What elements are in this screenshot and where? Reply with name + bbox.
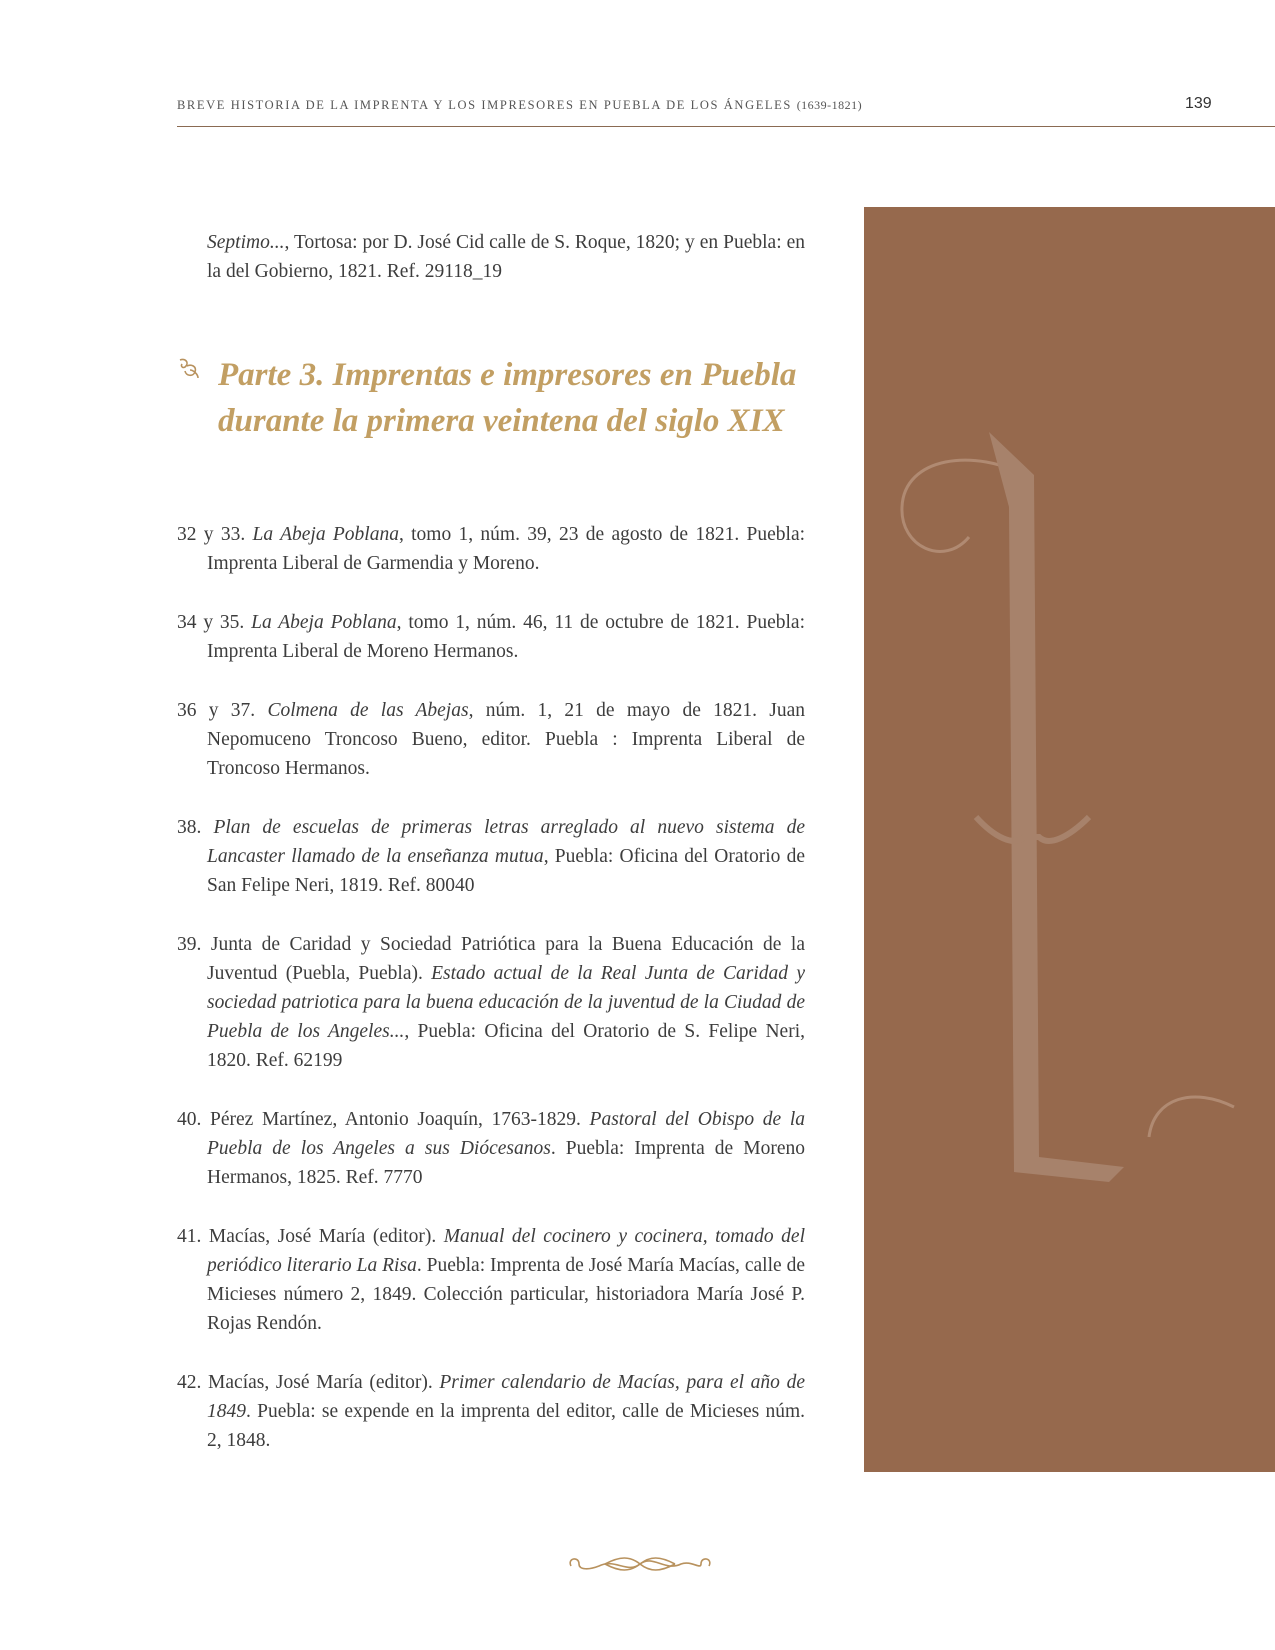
entry-title: Primer calendario de Macías, para el año de 1849 xyxy=(207,1372,805,1422)
intro-italic: Septimo... xyxy=(207,232,285,253)
entry-number: 41. xyxy=(177,1226,202,1247)
entry-author: Pérez Martínez, Antonio Joaquín, 1763-1829. xyxy=(210,1109,590,1130)
header-rule xyxy=(177,126,1275,127)
entry-title: Colmena de las Abejas xyxy=(267,700,469,721)
reference-entry xyxy=(177,813,805,900)
entry-details: . Puebla: Imprenta de Moreno Hermanos, 1825. Ref. 7770 xyxy=(207,1138,806,1188)
entry-number: 32 y 33. xyxy=(177,524,246,545)
section-heading xyxy=(177,352,817,444)
running-title: BREVE HISTORIA DE LA IMPRENTA Y LOS IMPRESORES EN PUEBLA DE LOS ÁNGELES xyxy=(177,98,792,112)
reference-entry xyxy=(177,520,805,578)
entry-number: 39. xyxy=(177,934,202,955)
reference-entry xyxy=(177,1105,805,1192)
fleuron-icon xyxy=(177,356,201,380)
entry-title: Pastoral del Obispo de la Puebla de los Angeles a sus Diócesanos xyxy=(207,1109,805,1159)
entry-author: Macías, José María (editor). xyxy=(208,1372,440,1393)
page-number: 139 xyxy=(1185,95,1212,112)
entry-details: , Puebla: Oficina del Oratorio de S. Felipe Neri, 1820. Ref. 62199 xyxy=(207,1021,806,1071)
entry-title: La Abeja Poblana xyxy=(251,612,397,633)
entry-number: 40. xyxy=(177,1109,202,1130)
decorative-side-panel xyxy=(864,207,1275,1472)
entry-title: Plan de escuelas de primeras letras arreglado al nuevo sistema de Lancaster llamado de la enseñanza mutua xyxy=(207,817,805,867)
entry-details: , tomo 1, núm. 39, 23 de agosto de 1821. Puebla: Imprenta Liberal de Garmendia y Moreno. xyxy=(207,524,806,574)
entry-author: Junta de Caridad y Sociedad Patriótica para la Buena Educación de la Juventud (Puebla, Puebla). xyxy=(207,934,805,984)
entry-title: Manual del cocinero y cocinera, tomado del periódico literario La Risa xyxy=(207,1226,805,1276)
intro-paragraph xyxy=(177,228,805,286)
entry-number: 38. xyxy=(177,817,202,838)
entry-title: La Abeja Poblana xyxy=(252,524,399,545)
entry-title: Estado actual de la Real Junta de Caridad y sociedad patriotica para la buena educación de la juventud de la Ciudad de Puebla de los Angeles... xyxy=(207,963,805,1042)
entry-number: 36 y 37. xyxy=(177,700,256,721)
reference-entry xyxy=(177,1368,805,1455)
section-title: Parte 3. Imprentas e impresores en Puebla durante la primera veintena del siglo XIX xyxy=(218,357,797,439)
reference-entry xyxy=(177,608,805,666)
running-title-years: (1639-1821) xyxy=(796,98,863,112)
intro-text: , Tortosa: por D. José Cid calle de S. Roque, 1820; y en Puebla: en la del Gobierno, 1821. Ref. 29118_19 xyxy=(207,232,805,282)
entry-author: Macías, José María (editor). xyxy=(208,1226,444,1247)
decorative-initial-icon xyxy=(864,207,1275,1472)
reference-entry xyxy=(177,930,805,1075)
entry-number: 34 y 35. xyxy=(177,612,245,633)
entry-details: . Puebla: Imprenta de José María Macías, calle de Micieses número 2, 1849. Colección particular, historiadora María José P. Rojas Rendón. xyxy=(207,1255,805,1334)
entry-number: 42. xyxy=(177,1372,202,1393)
reference-entry xyxy=(177,696,805,783)
reference-entry xyxy=(177,1222,805,1338)
running-head xyxy=(177,98,1017,113)
entry-details: , Puebla: Oficina del Oratorio de San Felipe Neri, 1819. Ref. 80040 xyxy=(207,846,806,896)
entry-list xyxy=(177,520,805,1485)
entry-details: . Puebla: se expende en la imprenta del editor, calle de Micieses núm. 2, 1848. xyxy=(207,1401,805,1451)
entry-details: , núm. 1, 21 de mayo de 1821. Juan Nepomuceno Troncoso Bueno, editor. Puebla : Imprenta Liberal de Troncoso Hermanos. xyxy=(207,700,806,779)
flourish-ornament-icon xyxy=(565,1550,715,1578)
entry-details: , tomo 1, núm. 46, 11 de octubre de 1821. Puebla: Imprenta Liberal de Moreno Hermanos. xyxy=(207,612,805,662)
